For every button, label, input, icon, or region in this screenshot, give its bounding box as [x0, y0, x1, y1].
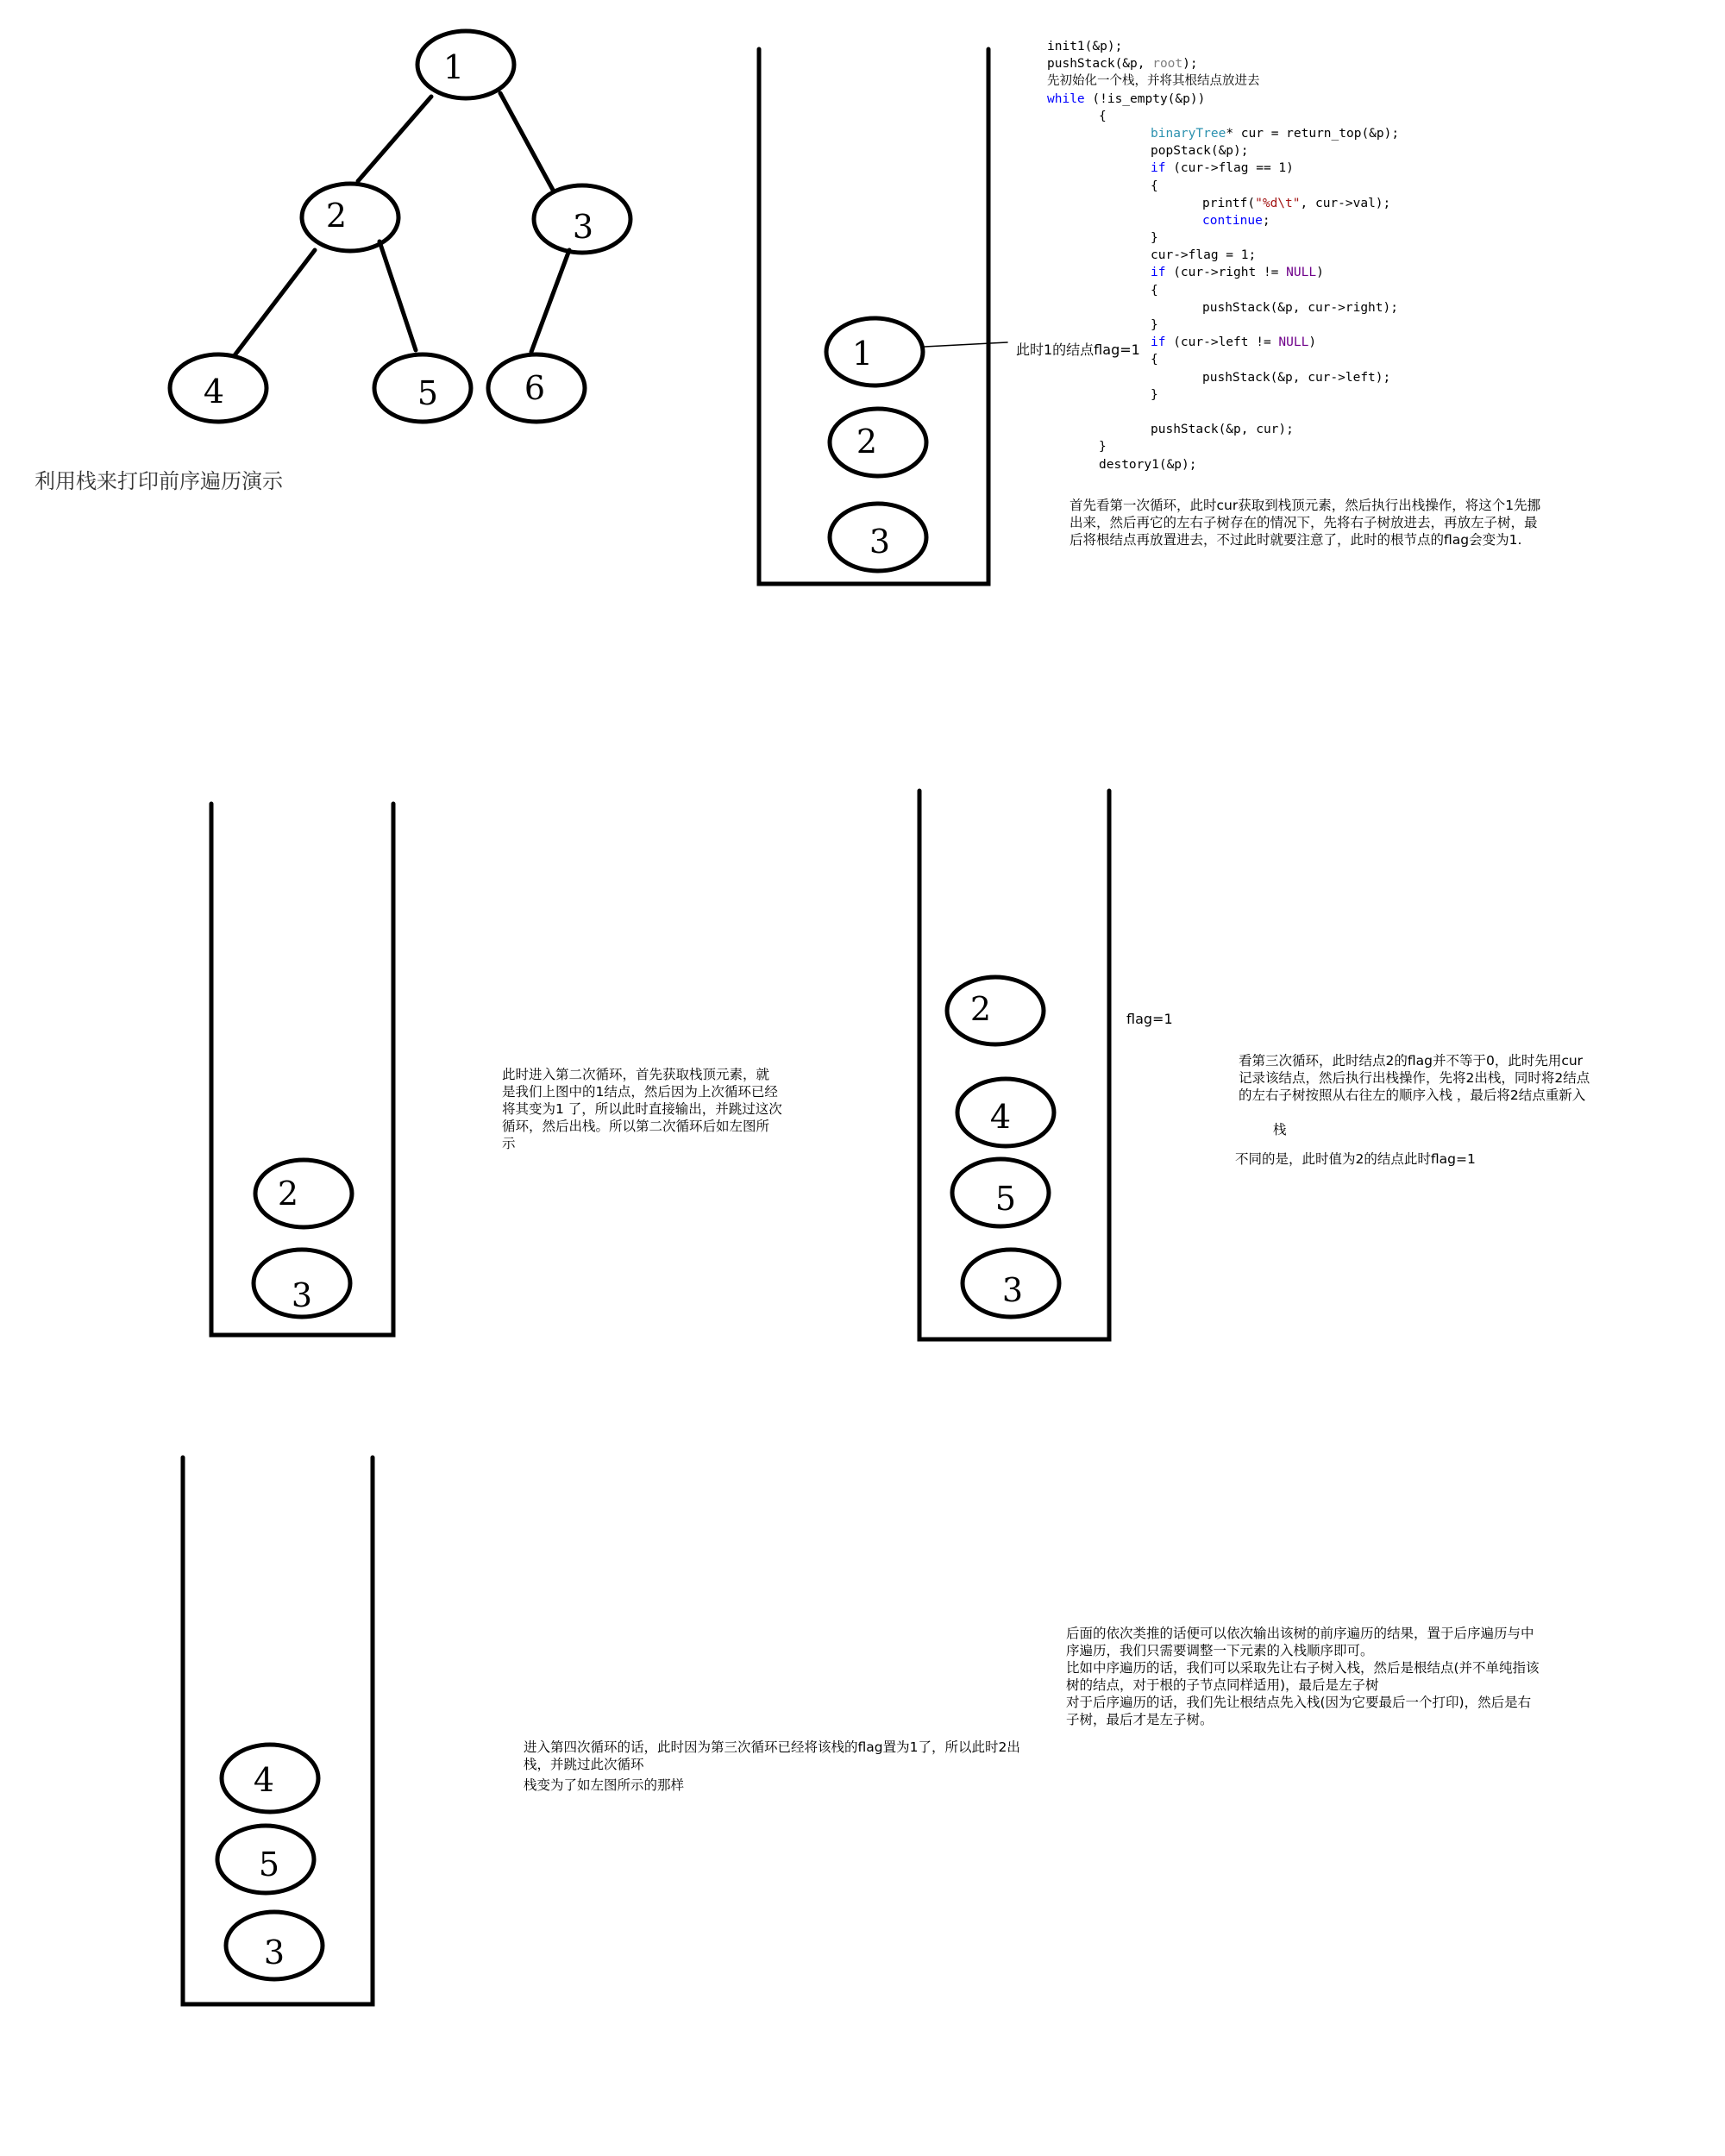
- code-line: [1047, 142, 1399, 160]
- code-token: if: [1151, 335, 1166, 350]
- code-token: {: [1151, 179, 1158, 193]
- tree-caption: 利用栈来打印前序遍历演示: [34, 469, 283, 493]
- tree-node-1-circle: [417, 31, 514, 98]
- code-token: "%d\t": [1255, 196, 1301, 210]
- code-token: init1(&p);: [1047, 40, 1123, 53]
- code-token: }: [1151, 387, 1158, 402]
- stack-3-annotation: flag=1: [1126, 1011, 1173, 1027]
- code-token: pushStack(&p, cur);: [1151, 423, 1294, 437]
- code-line: [1047, 247, 1399, 264]
- code-token: * cur = return_top(&p);: [1226, 126, 1400, 141]
- code-line: [1047, 438, 1399, 455]
- code-line: [1047, 108, 1399, 125]
- code-token: destory1(&p);: [1099, 457, 1197, 472]
- code-token: pushStack(&p, cur->left);: [1202, 370, 1391, 385]
- note-summary-line-3: 对于后序遍历的话，我们先让根结点先入栈(因为它要最后一个打印)，然后是右子树，最后才是左子树。: [1066, 1695, 1532, 1727]
- code-line: [1047, 229, 1399, 247]
- code-token: }: [1099, 440, 1107, 454]
- tree-node-2-label: 2: [325, 197, 348, 235]
- stack-3-container: [919, 791, 1109, 1339]
- code-token: pushStack(&p, cur->right);: [1202, 300, 1398, 315]
- edge-2-5: [380, 241, 416, 350]
- stack-3-item-4-label: 3: [1001, 1271, 1024, 1309]
- code-line: [1047, 125, 1399, 142]
- code-token: popStack(&p);: [1151, 144, 1249, 159]
- code-token: (cur->left !=: [1165, 335, 1279, 350]
- stack-4-item-1-label: 4: [253, 1761, 275, 1799]
- code-line: [1047, 369, 1399, 386]
- code-token: if: [1151, 266, 1166, 280]
- stack-2-item-1-circle: [255, 1160, 352, 1227]
- code-line: [1047, 317, 1399, 334]
- code-token: if: [1151, 161, 1166, 176]
- code-token: ): [1308, 335, 1317, 350]
- code-token: pushStack(&p,: [1047, 57, 1153, 72]
- code-token: while: [1047, 91, 1085, 106]
- stack-4-item-3-label: 3: [263, 1934, 285, 1971]
- note-summary: [1066, 1625, 1542, 1728]
- code-token: binaryTree: [1151, 126, 1226, 141]
- code-token: }: [1151, 318, 1158, 332]
- code-line: [1047, 404, 1399, 421]
- note-first-loop: 首先看第一次循环，此时cur获取到栈顶元素，然后执行出栈操作，将这个1先挪出来，然后再它的左右子树存在的情况下，先将右子树放进去，再放左子树，最后将根结点再放置进去，不过此时就要注意了，此时的根节点的flag会变为1.: [1070, 498, 1541, 548]
- note-third-loop: 看第三次循环，此时结点2的flag并不等于0，此时先用cur记录该结点，然后执行出栈操作，先将2出栈，同时将2结点的左右子树按照从右往左的顺序入栈 ，最后将2结点重新入: [1239, 1053, 1590, 1103]
- code-line: [1047, 456, 1399, 473]
- stack-1-item-1-label: 1: [851, 335, 874, 373]
- stack-4-item-2-label: 5: [258, 1846, 280, 1883]
- code-token: ): [1316, 266, 1324, 280]
- tree-node-4-label: 4: [203, 373, 225, 411]
- code-line: [1047, 264, 1399, 281]
- stack-1-annotation: 此时1的结点flag=1: [1016, 342, 1140, 358]
- code-token: {: [1151, 283, 1158, 298]
- stack-1-item-2-circle: [830, 409, 926, 476]
- tree-node-6-label: 6: [524, 369, 546, 407]
- note-summary-line-1: 后面的依次类推的话便可以依次输出该树的前序遍历的结果，置于后序遍历与中序遍历，我们只需要调整一下元素的入栈顺序即可。: [1066, 1626, 1534, 1658]
- code-token: NULL: [1278, 335, 1309, 350]
- stack-1-annotation-line: [925, 342, 1007, 347]
- stack-2-container: [211, 804, 393, 1335]
- code-token: (cur->right !=: [1165, 266, 1287, 280]
- stack-1-item-1-circle: [826, 318, 923, 385]
- edge-3-6: [531, 250, 569, 352]
- code-token: ;: [1262, 213, 1270, 228]
- note-third-loop-tail: 栈: [1273, 1122, 1287, 1138]
- code-line: [1047, 72, 1399, 90]
- note-third-loop-flag: 不同的是，此时值为2的结点此时flag=1: [1235, 1151, 1476, 1167]
- code-line: [1047, 282, 1399, 299]
- note-fourth-loop: 进入第四次循环的话，此时因为第三次循环已经将该栈的flag置为1了，所以此时2出栈，并跳过此次循环: [524, 1739, 1020, 1772]
- note-summary-line-2: 比如中序遍历的话，我们可以采取先让右子树入栈，然后是根结点(并不单纯指该树的结点，对于根的子节点同样适用)，最后是左子树: [1066, 1660, 1540, 1693]
- code-token: cur->flag = 1;: [1151, 248, 1257, 263]
- code-token: );: [1182, 57, 1198, 72]
- code-token: {: [1099, 109, 1107, 123]
- stack-3-item-1-label: 2: [969, 990, 992, 1028]
- code-token: continue: [1202, 213, 1263, 228]
- stack-2-item-1-label: 2: [277, 1175, 299, 1213]
- stack-1-item-3-label: 3: [869, 523, 891, 561]
- code-line: [1047, 38, 1399, 55]
- edge-1-3: [500, 93, 554, 191]
- code-line: [1047, 178, 1399, 195]
- code-token: NULL: [1286, 266, 1317, 280]
- code-line: [1047, 195, 1399, 212]
- note-fourth-loop-result: 栈变为了如左图所示的那样: [524, 1777, 685, 1793]
- edge-2-4: [235, 250, 315, 355]
- note-second-loop: 此时进入第二次循环，首先获取栈顶元素，就是我们上图中的1结点，然后因为上次循环已经将其变为1 了，所以此时直接输出，并跳过这次循环，然后出栈。所以第二次循环后如左图所示: [502, 1067, 782, 1151]
- code-token: }: [1151, 231, 1158, 246]
- code-token: , cur->val);: [1300, 196, 1391, 210]
- code-line: [1047, 299, 1399, 317]
- tree-node-2-circle: [302, 184, 398, 251]
- code-line: [1047, 421, 1399, 438]
- code-token: root: [1152, 57, 1183, 72]
- code-block: [1047, 38, 1399, 473]
- stack-3-item-1-circle: [947, 977, 1044, 1044]
- tree-node-5-label: 5: [417, 374, 439, 412]
- code-line: [1047, 91, 1399, 108]
- code-token: {: [1151, 353, 1158, 367]
- code-token: 先初始化一个栈，并将其根结点放进去: [1047, 74, 1260, 89]
- tree-node-3-label: 3: [572, 208, 594, 246]
- stack-1-item-2-label: 2: [856, 423, 878, 461]
- tree-node-1-label: 1: [442, 48, 465, 86]
- code-line: [1047, 212, 1399, 229]
- code-token: (!is_empty(&p)): [1084, 91, 1206, 106]
- code-line: [1047, 55, 1399, 72]
- stack-2-item-2-label: 3: [291, 1276, 313, 1314]
- stack-4-container: [183, 1457, 373, 2004]
- code-token: printf(: [1202, 196, 1256, 210]
- stack-3-item-3-label: 5: [994, 1180, 1017, 1218]
- stack-3-item-2-label: 4: [989, 1098, 1012, 1136]
- code-token: (cur->flag == 1): [1165, 161, 1294, 176]
- code-line: [1047, 386, 1399, 404]
- edge-1-2: [358, 97, 431, 181]
- code-line: [1047, 160, 1399, 177]
